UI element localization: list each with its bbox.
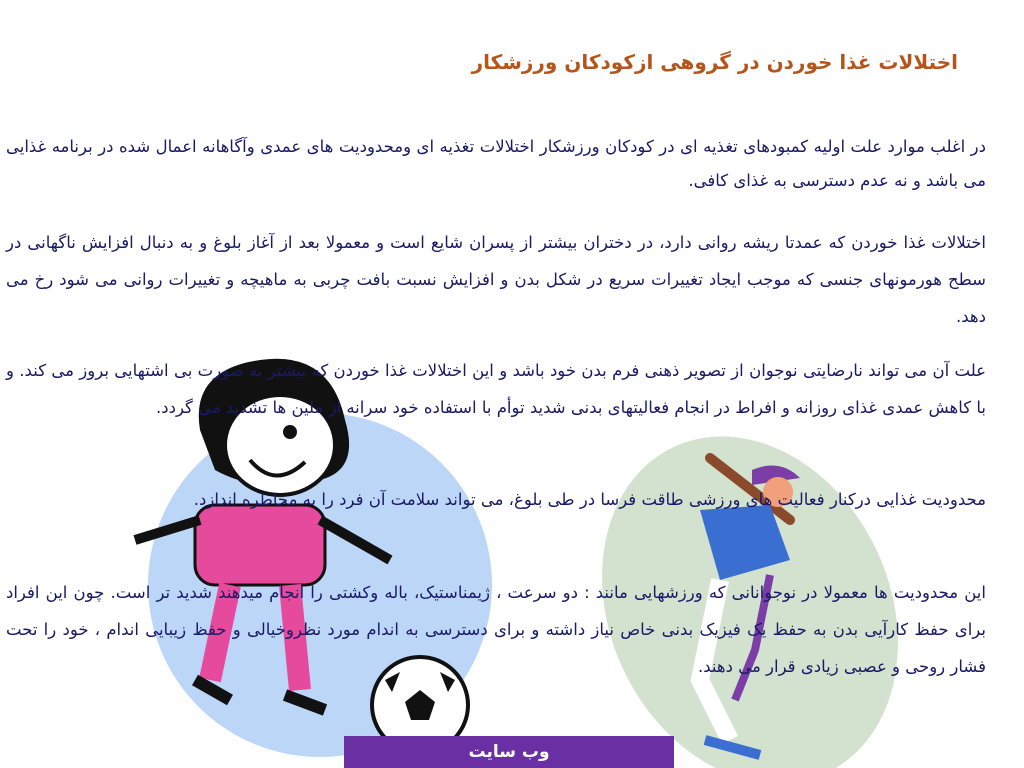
paragraph-2: اختلالات غذا خوردن که عمدتا ریشه روانی دارد، در دختران بیشتر از پسران شایع است و معمولا بعد از آغاز بلوغ و به دنبال افزایش ناگهانی در سطح هورمونهای جنسی که موجب ایجاد تغییرات سریع در شکل بدن و افزایش نسبت بافت چربی به ماهیچه و تغییرات روانی می شود رخ می دهد. bbox=[6, 233, 986, 326]
paragraph-1: در اغلب موارد علت اولیه کمبودهای تغذیه ای در کودکان ورزشکار اختلالات تغذیه ای ومحدودیت های عمدی وآگاهانه اعمال شده در برنامه غذایی می باشد و نه عدم دسترسی به غذای کافی. bbox=[6, 137, 986, 190]
paragraph-3: علت آن می تواند نارضایتی نوجوان از تصویر ذهنی فرم بدن خود باشد و این اختلالات غذا خوردن که بیشتر به صورت بی اشتهایی بروز می کند. و با کاهش عمدی غذای روزانه و افراط در انجام فعالیتهای بدنی شدید توأم با استفاده خود سرانه از ملین ها تشدید می گردد. bbox=[6, 361, 986, 417]
paragraph-5: این محدودیت ها معمولا در نوجوانانی که ورزشهایی مانند : دو سرعت ، ژیمناستیک، باله وکشتی را انجام میدهند شدید تر است. چون این افراد برای حفظ کارآیی بدن به حفظ یک فیزیک بدنی خاص نیاز داشته و برای دسترسی به اندام مورد نظروخیالی و حفظ زیبایی اندام ، خود را تحت فشار روحی و عصبی زیادی قرار می دهند. bbox=[6, 583, 986, 676]
website-button[interactable]: وب سایت bbox=[344, 736, 674, 768]
page-title: اختلالات غذا خوردن در گروهی ازکودکان ورزشکار bbox=[471, 50, 958, 74]
paragraph-4: محدودیت غذایی درکنار فعالیت های ورزشی طاقت فرسا در طی بلوغ، می تواند سلامت آن فرد را به مخاطره اندازد. bbox=[193, 490, 986, 509]
